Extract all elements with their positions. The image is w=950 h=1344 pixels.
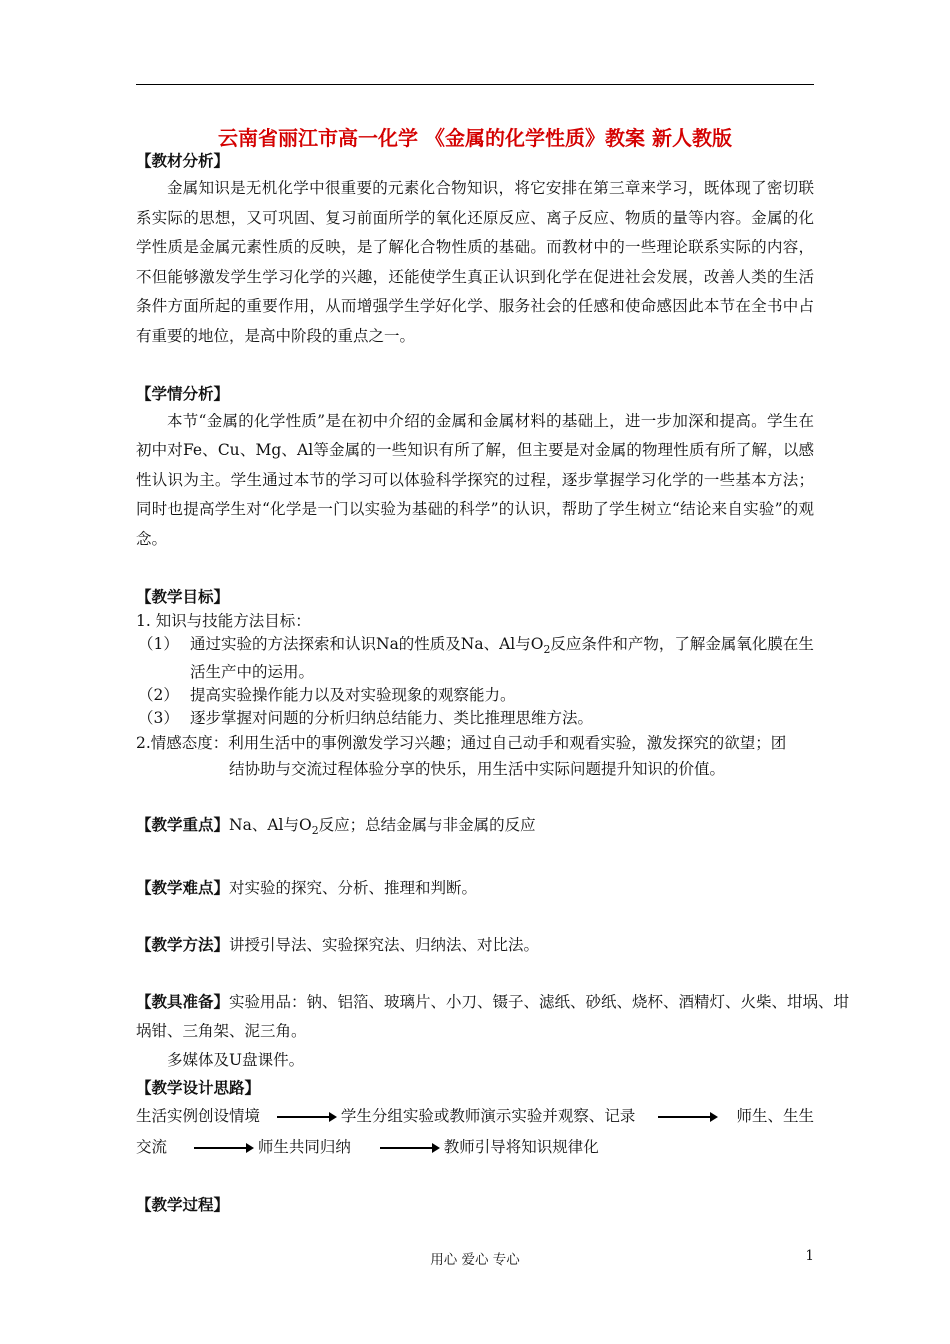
- section-heading-goals: 【教学目标】: [136, 587, 230, 606]
- section-heading-textbook: 【教材分析】: [136, 152, 230, 170]
- section-heading-design: 【教学设计思路】: [136, 1078, 261, 1097]
- right-arrow-icon: [194, 1147, 250, 1149]
- teaching-methods: 【教学方法】讲授引导法、实验探究法、归纳法、对比法。: [136, 935, 540, 954]
- section-heading-students: 【学情分析】: [136, 384, 230, 403]
- subitem-number: （1）: [138, 634, 179, 653]
- subitem-text: 逐步掌握对问题的分析归纳总结能力、类比推理思维方法。: [190, 708, 594, 727]
- footer-text: 用心 爱心 专心: [430, 1252, 520, 1268]
- goal-subitem-2: [136, 684, 814, 707]
- teaching-tools: 【教具准备】实验用品：钠、铝箔、玻璃片、小刀、镊子、滤纸、砂纸、烧杯、酒精灯、火柴、坩埚、坩 埚钳、三角架、泥三角。 多媒体及U盘课件。: [136, 988, 814, 1075]
- flow-step: 交流: [136, 1137, 168, 1156]
- page-footer: [136, 1248, 814, 1268]
- section-heading-difficulty: 【教学难点】: [136, 878, 230, 897]
- page-number: 1: [805, 1248, 814, 1264]
- flow-step: 师生共同归纳: [257, 1137, 351, 1156]
- document-body: [136, 148, 850, 1218]
- right-arrow-icon: [658, 1116, 714, 1118]
- flow-step: 学生分组实验或教师演示实验并观察、记录: [340, 1106, 636, 1125]
- right-arrow-icon: [277, 1116, 333, 1118]
- subitem-text: 提高实验操作能力以及对实验现象的观察能力。: [190, 685, 516, 704]
- flow-step: 教师引导将知识规律化: [443, 1137, 599, 1156]
- design-flow-line-1: [136, 1101, 814, 1132]
- header-rule: [136, 84, 814, 85]
- subitem-number: （3）: [138, 708, 179, 727]
- goal-subitem-1: [136, 633, 814, 684]
- paragraph-students: 本节“金属的化学性质”是在初中介绍的金属和金属材料的基础上，进一步加深和提高。学生在初中对Fe、Cu、Mg、Al等金属的一些知识有所了解，但主要是对金属的物理性质有所了解，以感性认识为主。学生通过本节的学习可以体验科学探究的过程，逐步掌握学习化学的一些基本方法；同时也提高学生对“化学是一门以实验为基础的科学”的认识，帮助了学生树立“结论来自实验”的观念。: [136, 411, 814, 548]
- subitem-number: （2）: [138, 685, 179, 704]
- section-heading-method: 【教学方法】: [136, 935, 230, 954]
- difficult-points: 【教学难点】对实验的探究、分析、推理和判断。: [136, 878, 478, 897]
- flow-step: 师生、生生: [736, 1106, 814, 1125]
- right-arrow-icon: [380, 1147, 436, 1149]
- section-heading-tools: 【教具准备】: [136, 992, 230, 1011]
- paragraph-textbook: 金属知识是无机化学中很重要的元素化合物知识，将它安排在第三章来学习，既体现了密切联系实际的思想，又可巩固、复习前面所学的氧化还原反应、离子反应、物质的量等内容。金属的化学性质是金属元素性质的反映，是了解化合物性质的基础。而教材中的一些理论联系实际的内容，不但能够激发学生学习化学的兴趣，还能使学生真正认识到化学在促进社会发展，改善人类的生活条件方面所起的重要作用，从而增强学生学好化学、服务社会的任感和使命感因此本节在全书中占有重要的地位，是高中阶段的重点之一。: [136, 179, 814, 345]
- subitem-text: 通过实验的方法探索和认识Na的性质及Na、Al与$O_2$反应条件和产物，了解金属氧化膜在生活生产中的运用。: [190, 634, 814, 681]
- flow-step: 生活实例创设情境: [136, 1106, 261, 1125]
- tools-extra: 多媒体及U盘课件。: [167, 1050, 305, 1069]
- document-title: 云南省丽江市高一化学 《金属的化学性质》教案 新人教版: [218, 126, 732, 150]
- section-heading-key: 【教学重点】: [136, 815, 230, 834]
- key-points: 【教学重点】Na、Al与$O_2$反应；总结金属与非金属的反应: [136, 815, 536, 837]
- goal-item-1: 1. 知识与技能方法目标：: [136, 611, 311, 630]
- goal-item-2: 2.情感态度：利用生活中的事例激发学习兴趣；通过自己动手和观看实验，激发探究的欲望；团 结协助与交流过程体验分享的快乐，用生活中实际问题提升知识的价值。: [136, 733, 787, 778]
- section-heading-process: 【教学过程】: [136, 1195, 230, 1214]
- goal-subitem-3: [136, 707, 814, 730]
- design-flow-line-2: [136, 1132, 814, 1163]
